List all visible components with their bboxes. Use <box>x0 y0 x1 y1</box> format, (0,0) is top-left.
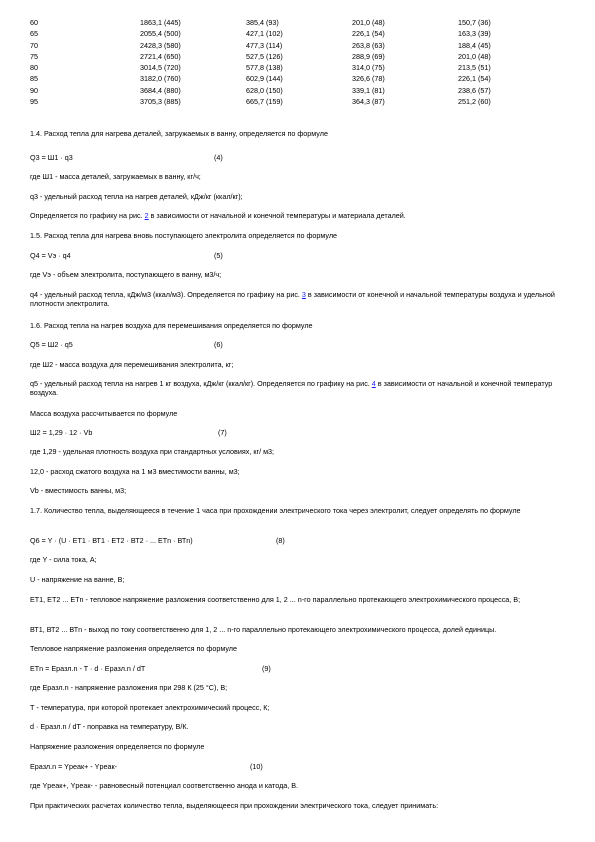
equation-8: Q6 = Y · (U · ЕТ1 · ВТ1 · ЕТ2 · ВТ2 · ... ЕТn · ВТn) <box>30 536 193 545</box>
para-et: ЕТ1, ЕТ2 ... ЕТn - тепловое напряжение разложения соответственно для 1, 2 ... n-го параллельно протекающего электрохимического процесса, В; <box>30 595 521 604</box>
para-air-mass: Масса воздуха рассчитывается по формуле <box>30 409 178 418</box>
figure-2-link[interactable]: 2 <box>144 211 149 220</box>
equation-7: Ш2 = 1,29 · 12 · Vb <box>30 428 93 437</box>
para-y: где Y - сила тока, А; <box>30 555 97 564</box>
table-cell: 188,4 (45) <box>458 40 491 50</box>
equation-9-number: (9) <box>262 664 271 673</box>
section-1-7-title: 1.7. Количество тепла, выделяющееся в течение 1 часа при прохождении электрического тока через электролит, следует определять по формуле <box>30 506 521 515</box>
table-cell: 577,8 (138) <box>246 63 283 73</box>
table-cell: 90 <box>30 85 38 95</box>
para-decomp: Напряжение разложения определяется по формуле <box>30 742 205 751</box>
table-cell: 201,0 (48) <box>458 51 491 61</box>
section-1-5-title: 1.5. Расход тепла для нагрева вновь поступающего электролита определяется по формуле <box>30 231 338 240</box>
figure-4-link[interactable]: 4 <box>371 379 376 388</box>
table-cell: 602,9 (144) <box>246 74 283 84</box>
section-1-4-title: 1.4. Расход тепла для нагрева деталей, загружаемых в ванну, определяется по формуле <box>30 129 328 138</box>
para-q5-pre: q5 - удельный расход тепла на нагрев 1 кг воздуха, кДж/кг (ккал/кг). Определяется по графику на рис. <box>30 379 372 388</box>
table-cell: 238,6 (57) <box>458 85 491 95</box>
table-cell: 226,1 (54) <box>458 74 491 84</box>
table-cell: 427,1 (102) <box>246 29 283 39</box>
equation-9: ЕТn = Eразл.n - T · d · Eразл.n / dT <box>30 664 146 673</box>
para-thermal: Тепловое напряжение разложения определяется по формуле <box>30 644 237 653</box>
table-cell: 1863,1 (445) <box>140 18 181 27</box>
para-t: Т - температура, при которой протекает электрохимический процесс, К; <box>30 703 270 712</box>
table-cell: 2055,4 (500) <box>140 29 181 39</box>
table-cell: 288,9 (69) <box>352 51 385 61</box>
section-1-6-title: 1.6. Расход тепла на нагрев воздуха для перемешивания определяется по формуле <box>30 321 313 330</box>
para-q5-post: в зависимости от начальной и конечной температур воздуха. <box>30 379 553 397</box>
table-cell: 65 <box>30 29 38 39</box>
para-q4-post: в зависимости от конечной и начальной температуры воздуха и удельной плотности электролита. <box>30 290 555 308</box>
table-row <box>30 30 538 41</box>
equation-5: Q4 = Vэ · q4 <box>30 251 71 260</box>
heat-consumption-table <box>30 19 538 109</box>
para-sh2: где Ш2 - масса воздуха для перемешивания электролита, кг; <box>30 360 234 369</box>
para-vb: Vb - вместимость ванны, м3; <box>30 486 127 495</box>
table-cell: 85 <box>30 74 38 84</box>
para-sh1: где Ш1 - масса деталей, загружаемых в ванну, кг/ч; <box>30 172 201 181</box>
table-cell: 339,1 (81) <box>352 85 385 95</box>
para-graph1-pre: Определяется по графику на рис. <box>30 211 145 220</box>
table-cell: 665,7 (159) <box>246 97 283 107</box>
equation-4-number: (4) <box>214 153 223 162</box>
para-q5 <box>30 380 570 397</box>
table-cell: 213,5 (51) <box>458 63 491 73</box>
equation-8-number: (8) <box>276 536 285 545</box>
para-graph1-post: в зависимости от начальной и конечной температуры и материала деталей. <box>148 211 406 220</box>
para-ve: где Vэ - объем электролита, поступающего в ванну, м3/ч; <box>30 270 222 279</box>
table-cell: 226,1 (54) <box>352 29 385 39</box>
para-120: 12,0 - расход сжатого воздуха на 1 м3 вместимости ванны, м3; <box>30 467 240 476</box>
table-cell: 75 <box>30 51 38 61</box>
table-cell: 3684,4 (880) <box>140 85 181 95</box>
para-graph1 <box>30 212 570 221</box>
table-cell: 251,2 (60) <box>458 97 491 107</box>
equation-6-number: (6) <box>214 340 223 349</box>
equation-4: Q3 = Ш1 · q3 <box>30 153 73 162</box>
equation-10: Eразл.n = Yреак+ - Yреак- <box>30 762 118 771</box>
para-bt: ВТ1, ВТ2 ... ВТn - выход по току соответственно для 1, 2 ... n-го параллельно протекающего электрохимического процесса, долей единицы. <box>30 625 497 634</box>
table-cell: 2428,3 (580) <box>140 40 181 50</box>
table-cell: 477,3 (114) <box>246 40 283 50</box>
table-cell: 3182,0 (760) <box>140 74 181 84</box>
para-q4-pre: q4 - удельный расход тепла, кДж/м3 (ккал/м3). Определяется по графику на рис. <box>30 290 302 299</box>
table-cell: 163,3 (39) <box>458 29 491 39</box>
table-cell: 80 <box>30 63 38 73</box>
equation-7-number: (7) <box>218 428 227 437</box>
table-cell: 3705,3 (885) <box>140 97 181 107</box>
table-cell: 364,3 (87) <box>352 97 385 107</box>
table-cell: 201,0 (48) <box>352 18 385 27</box>
table-cell: 314,0 (75) <box>352 63 385 73</box>
table-cell: 70 <box>30 40 38 50</box>
table-cell: 2721,4 (650) <box>140 51 181 61</box>
figure-3-link[interactable]: 3 <box>301 290 306 299</box>
equation-10-number: (10) <box>250 762 263 771</box>
equation-6: Q5 = Ш2 · q5 <box>30 340 73 349</box>
para-d: d · Eразл.n / dT - поправка на температуру, В/К. <box>30 722 189 731</box>
table-cell: 527,5 (126) <box>246 51 283 61</box>
para-yreak: где Yреак+, Yреак- - равновесный потенциал соответственно анода и катода, В. <box>30 781 299 790</box>
table-cell: 385,4 (93) <box>246 18 279 27</box>
table-cell: 263,8 (63) <box>352 40 385 50</box>
para-erazl: где Eразл.n - напряжение разложения при 298 К (25 °С), В; <box>30 683 228 692</box>
table-cell: 60 <box>30 18 38 27</box>
para-u: U - напряжение на ванне, В; <box>30 575 125 584</box>
para-129: где 1,29 - удельная плотность воздуха при стандартных условиях, кг/ м3; <box>30 447 275 456</box>
para-practical: При практических расчетах количество тепла, выделяющееся при прохождении электрического тока, следует принимать: <box>30 801 439 810</box>
table-cell: 628,0 (150) <box>246 85 283 95</box>
para-q4 <box>30 291 570 308</box>
table-cell: 326,6 (78) <box>352 74 385 84</box>
table-cell: 3014,5 (720) <box>140 63 181 73</box>
equation-5-number: (5) <box>214 251 223 260</box>
table-cell: 95 <box>30 97 38 107</box>
para-q3: q3 - удельный расход тепла на нагрев деталей, кДж/кг (ккал/кг); <box>30 192 243 201</box>
table-cell: 150,7 (36) <box>458 18 491 27</box>
table-row <box>30 98 538 109</box>
